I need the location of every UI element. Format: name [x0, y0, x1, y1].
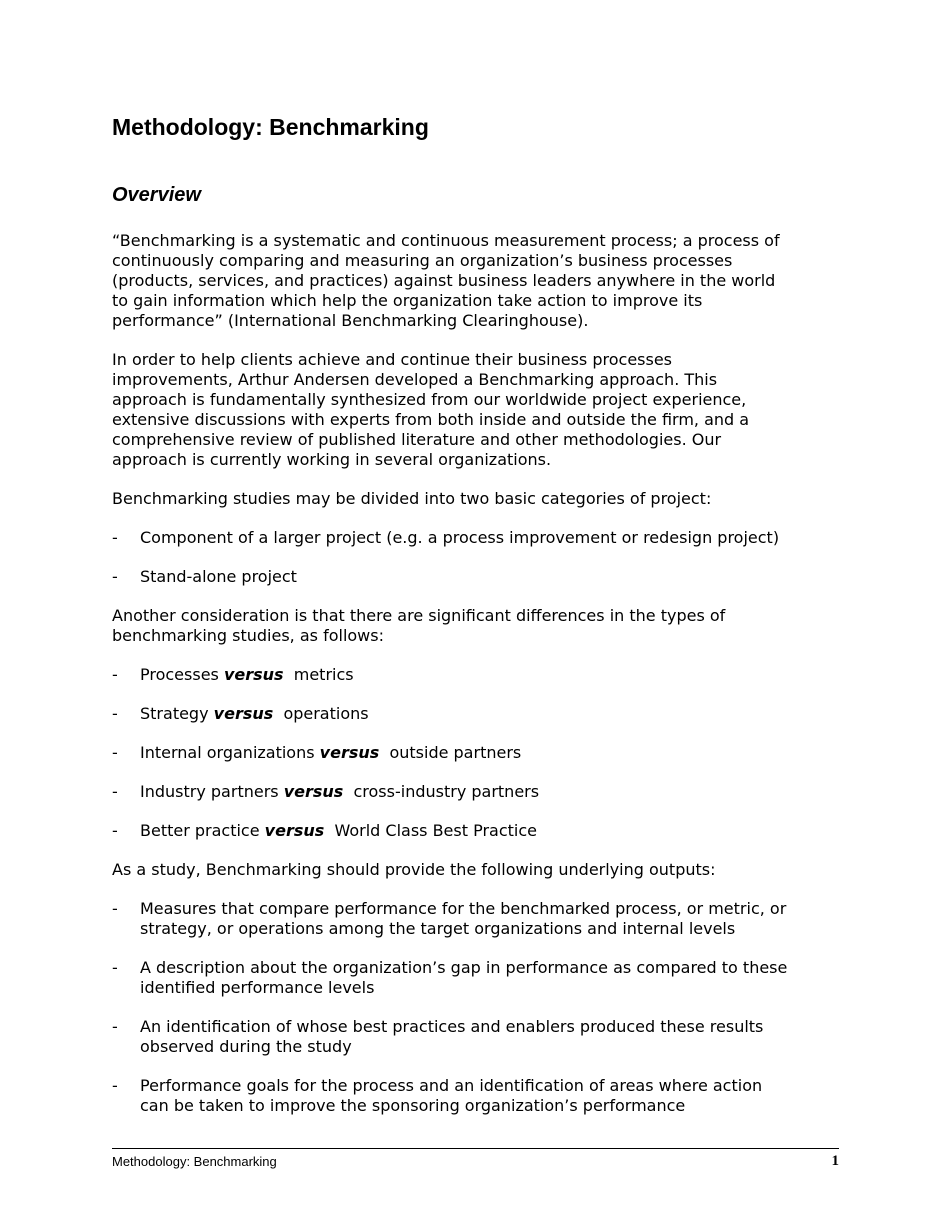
difference-list-item: [112, 821, 839, 841]
difference-list-item: [112, 665, 839, 685]
versus-label: versus: [319, 743, 380, 762]
bullet-dash: -: [112, 1017, 118, 1036]
versus-label: versus: [213, 704, 274, 723]
difference-list-item: [112, 743, 839, 763]
versus-label: versus: [223, 665, 284, 684]
bullet-dash: -: [112, 782, 118, 801]
text-line: observed during the study: [140, 1037, 352, 1056]
text-line: Performance goals for the process and an identification of areas where action: [140, 1076, 763, 1095]
text-line: benchmarking studies, as follows:: [112, 626, 384, 645]
text-line: approach is currently working in several organizations.: [112, 450, 552, 469]
text-line: comprehensive review of published literature and other methodologies. Our: [112, 430, 722, 449]
text-line: approach is fundamentally synthesized from our worldwide project experience,: [112, 390, 747, 409]
output-list-item: [112, 958, 839, 998]
difference-right: metrics: [293, 665, 354, 684]
bullet-dash: -: [112, 704, 118, 723]
text-line: can be taken to improve the sponsoring organization’s performance: [140, 1096, 686, 1115]
difference-left: Strategy: [140, 704, 209, 723]
output-list-item: [112, 899, 839, 939]
text-line: In order to help clients achieve and continue their business processes: [112, 350, 673, 369]
categories-intro: Benchmarking studies may be divided into two basic categories of project:: [112, 489, 712, 508]
difference-left: Better practice: [140, 821, 260, 840]
document-page: [112, 0, 839, 1230]
text-line: An identification of whose best practices and enablers produced these results: [140, 1017, 764, 1036]
difference-left: Industry partners: [140, 782, 279, 801]
text-line: extensive discussions with experts from both inside and outside the firm, and a: [112, 410, 750, 429]
bullet-dash: -: [112, 1076, 118, 1095]
difference-left: Internal organizations: [140, 743, 315, 762]
bullet-dash: -: [112, 567, 118, 586]
text-line: “Benchmarking is a systematic and continuous measurement process; a process of: [112, 231, 780, 250]
difference-list-item: [112, 704, 839, 724]
output-list-item: [112, 1076, 839, 1116]
difference-right: cross-industry partners: [353, 782, 540, 801]
text-line: strategy, or operations among the target organizations and internal levels: [140, 919, 736, 938]
section-heading: Overview: [112, 184, 201, 206]
quote-paragraph: [112, 231, 839, 331]
difference-right: outside partners: [389, 743, 522, 762]
versus-label: versus: [264, 821, 325, 840]
text-line: performance” (International Benchmarking Clearinghouse).: [112, 311, 589, 330]
footer-title: Methodology: Benchmarking: [112, 1154, 277, 1169]
bullet-dash: -: [112, 899, 118, 918]
difference-right: operations: [283, 704, 369, 723]
text-line: to gain information which help the organization take action to improve its: [112, 291, 703, 310]
category-list-item: [112, 567, 839, 587]
bullet-dash: -: [112, 743, 118, 762]
text-line: A description about the organization’s gap in performance as compared to these: [140, 958, 788, 977]
document-body: [112, 231, 839, 1135]
text-line: identified performance levels: [140, 978, 375, 997]
text-line: Another consideration is that there are significant differences in the types of: [112, 606, 726, 625]
text-line: continuously comparing and measuring an organization’s business processes: [112, 251, 733, 270]
bullet-dash: -: [112, 958, 118, 977]
text-line: (products, services, and practices) against business leaders anywhere in the world: [112, 271, 776, 290]
output-list-item: [112, 1017, 839, 1057]
versus-label: versus: [283, 782, 344, 801]
page-number: 1: [831, 1153, 839, 1169]
bullet-dash: -: [112, 821, 118, 840]
outputs-intro: As a study, Benchmarking should provide the following underlying outputs:: [112, 860, 716, 879]
difference-list-item: [112, 782, 839, 802]
category-list-item: [112, 528, 839, 548]
text-line: improvements, Arthur Andersen developed a Benchmarking approach. This: [112, 370, 718, 389]
list-item-text: Stand-alone project: [140, 567, 297, 586]
bullet-dash: -: [112, 528, 118, 547]
bullet-dash: -: [112, 665, 118, 684]
page-footer: [112, 1148, 839, 1169]
text-line: Measures that compare performance for the benchmarked process, or metric, or: [140, 899, 787, 918]
difference-left: Processes: [140, 665, 219, 684]
list-item-text: Component of a larger project (e.g. a process improvement or redesign project): [140, 528, 780, 547]
differences-intro: [112, 606, 839, 646]
approach-paragraph: [112, 350, 839, 470]
difference-right: World Class Best Practice: [334, 821, 537, 840]
page-title: Methodology: Benchmarking: [112, 114, 429, 140]
